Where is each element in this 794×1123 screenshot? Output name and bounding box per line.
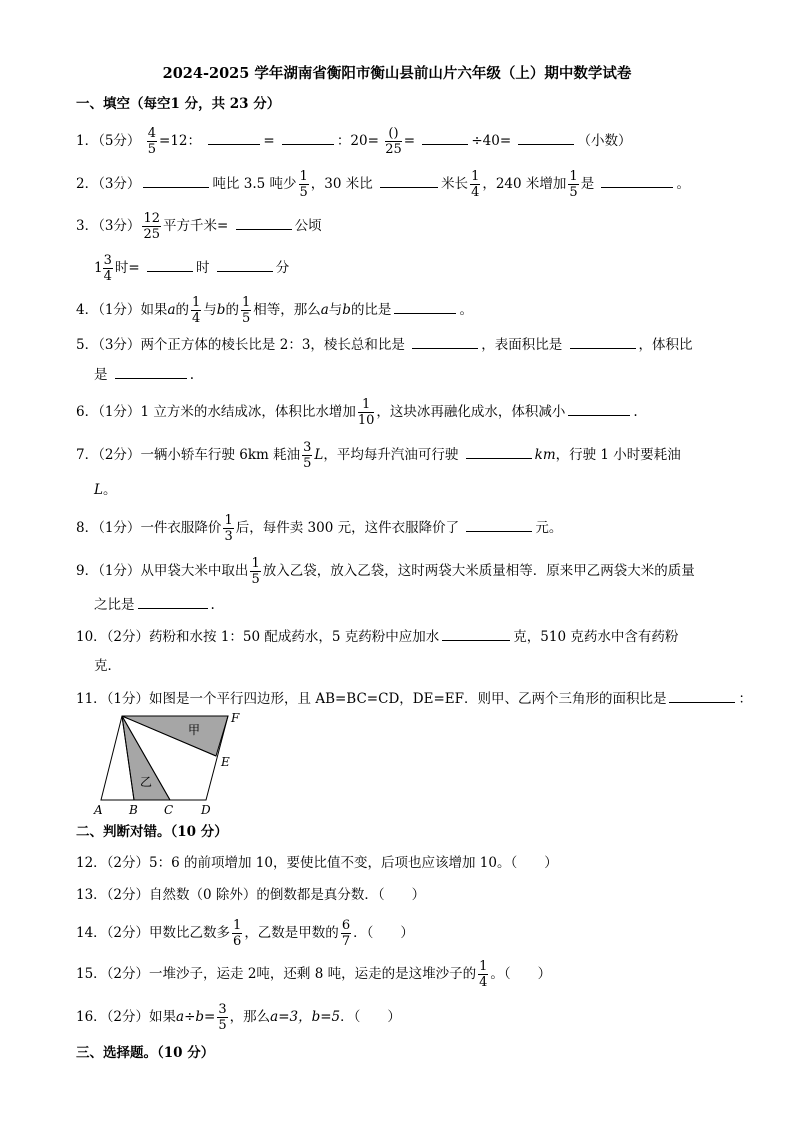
q14-number: 14．（2分） [76, 925, 150, 941]
section-2-heading: 二、判断对错。（10 分） [76, 824, 228, 840]
question-10: 10．（2分）药粉和水按 1：50 配成药水，5 克药粉中应加水 克，510 克药水中含有药粉 [76, 626, 678, 647]
q11-number: 11．（1分） [76, 691, 150, 707]
q3-number: 3．（3分） [76, 218, 141, 234]
question-2: 2．（3分） 吨比 3.5 吨少 $\frac{1}{5}$ ，30 米比 米长 $\frac{1}{4}$ ，240 米增加 $\frac{1}{5}$ 是 。 [76, 169, 690, 200]
question-4: 4．（1分）如果a的 $\frac{1}{4}$ 与b的 $\frac{1}{5}$ 相等，那么a与b的比是 。 [76, 295, 473, 326]
answer-blank[interactable] [601, 173, 673, 188]
question-16: 16．（2分）如果a÷b= $\frac{3}{5}$ ，那么a=3，b=5．（ ） [76, 1002, 401, 1033]
page-title: 2024-2025 学年湖南省衡阳市衡山县前山片六年级（上）期中数学试卷 [162, 65, 632, 82]
fraction: $\frac{3}{4}$ [103, 253, 112, 284]
question-8: 8．（1分）一件衣服降价 $\frac{1}{3}$ 后，每件卖 300 元，这件衣服降价了 元。 [76, 513, 563, 544]
question-1: 1．（5分） $\frac{4}{5}$ =12： = ：20= $\frac{()}{25}$ = ÷40= （小数） [76, 126, 632, 157]
q16-number: 16．（2分） [76, 1009, 150, 1025]
label-yi: 乙 [140, 775, 153, 789]
q10-number: 10．（2分） [76, 629, 150, 645]
answer-blank[interactable] [568, 401, 630, 416]
fraction: $\frac{1}{6}$ [233, 918, 242, 949]
answer-blank[interactable] [518, 130, 574, 145]
answer-blank[interactable] [282, 130, 334, 145]
label-B: B [129, 803, 138, 817]
label-C: C [164, 803, 174, 817]
question-3: 3．（3分） $\frac{12}{25}$ 平方千米= 公顷 [76, 211, 322, 242]
fraction: $\frac{12}{25}$ [143, 211, 160, 242]
question-11: 11．（1分）如图是一个平行四边形，且 AB=BC=CD，DE=EF．则甲、乙两个三角形的面积比是 ： [76, 688, 752, 709]
answer-blank[interactable] [147, 257, 193, 272]
fraction: $\frac{4}{5}$ [147, 126, 157, 157]
question-9-line-2: 之比是 . [94, 594, 215, 615]
fraction: $\frac{6}{7}$ [341, 918, 351, 949]
question-9: 9．（1分）从甲袋大米中取出 $\frac{1}{5}$ 放入乙袋，放入乙袋，这时两袋大米质量相等．原来甲乙两袋大米的质量 [76, 556, 695, 587]
fraction: $\frac{()}{25}$ [385, 126, 402, 157]
fraction: $\frac{3}{5}$ [303, 440, 312, 471]
q4-number: 4．（1分） [76, 302, 141, 318]
q5-number: 5．（3分） [76, 337, 141, 353]
answer-blank[interactable] [394, 299, 456, 314]
question-6: 6．（1分）1 立方米的水结成冰，体积比水增加 $\frac{1}{10}$ ，这块冰再融化成水，体积减小 . [76, 397, 638, 428]
question-14: 14．（2分）甲数比乙数多 $\frac{1}{6}$ ，乙数是甲数的 $\frac{6}{7}$ ．（ ） [76, 918, 414, 949]
parallelogram-figure [88, 708, 248, 820]
label-A: A [94, 803, 103, 817]
answer-blank[interactable] [422, 130, 468, 145]
q13-number: 13．（2分） [76, 887, 150, 903]
question-3-line-2: 1 $\frac{3}{4}$ 时= 时 分 [94, 253, 290, 284]
fraction: $\frac{1}{4}$ [192, 295, 201, 326]
fraction: $\frac{1}{5}$ [569, 169, 578, 200]
answer-blank[interactable] [412, 334, 478, 349]
fraction: $\frac{1}{10}$ [357, 397, 375, 428]
q8-number: 8．（1分） [76, 520, 141, 536]
q1-number: 1．（5分） [76, 133, 141, 149]
fraction: $\frac{3}{5}$ [218, 1002, 227, 1033]
q7-number: 7．（2分） [76, 447, 141, 463]
fraction: $\frac{1}{4}$ [471, 169, 480, 200]
question-13: 13．（2分）自然数（0 除外）的倒数都是真分数．（ ） [76, 887, 426, 903]
label-jia: 甲 [188, 723, 201, 737]
section-3-heading: 三、选择题。（10 分） [76, 1045, 215, 1061]
answer-blank[interactable] [380, 173, 438, 188]
question-10-line-2: 克． [94, 658, 121, 674]
q9-number: 9．（1分） [76, 563, 141, 579]
q2-number: 2．（3分） [76, 176, 141, 192]
q6-number: 6．（1分） [76, 404, 141, 420]
answer-blank[interactable] [115, 364, 187, 379]
fraction: $\frac{1}{3}$ [224, 513, 233, 544]
question-7: 7．（2分）一辆小轿车行驶 6km 耗油 $\frac{3}{5}$ L，平均每升汽油可行驶 km，行驶 1 小时要耗油 [76, 440, 681, 471]
q12-number: 12．（2分） [76, 855, 150, 871]
answer-blank[interactable] [143, 173, 209, 188]
question-5-line-2: 是 . [94, 364, 194, 385]
question-7-line-2: L。 [94, 482, 117, 498]
label-E: E [221, 755, 230, 769]
answer-blank[interactable] [669, 688, 735, 703]
question-15: 15．（2分）一堆沙子，运走 2吨，还剩 8 吨，运走的是这堆沙子的 $\frac{1}{4}$ 。（ ） [76, 959, 552, 990]
answer-blank[interactable] [442, 626, 510, 641]
label-D: D [201, 803, 211, 817]
answer-blank[interactable] [138, 594, 208, 609]
answer-blank[interactable] [466, 517, 532, 532]
question-5: 5．（3分）两个正方体的棱长比是 2：3，棱长总和比是 ，表面积比是 ，体积比 [76, 334, 693, 355]
fraction: $\frac{1}{4}$ [479, 959, 488, 990]
question-12: 12．（2分）5：6 的前项增加 10，要使比值不变，后项也应该增加 10。（ ） [76, 855, 558, 871]
answer-blank[interactable] [570, 334, 636, 349]
fraction: $\frac{1}{5}$ [241, 295, 251, 326]
fraction: $\frac{1}{5}$ [299, 169, 308, 200]
label-F: F [231, 711, 240, 725]
q15-number: 15．（2分） [76, 966, 150, 982]
answer-blank[interactable] [466, 444, 532, 459]
answer-blank[interactable] [236, 215, 292, 230]
answer-blank[interactable] [208, 130, 260, 145]
answer-blank[interactable] [217, 257, 273, 272]
fraction: $\frac{1}{5}$ [251, 556, 260, 587]
section-1-heading: 一、填空（每空1 分，共 23 分） [76, 96, 281, 112]
